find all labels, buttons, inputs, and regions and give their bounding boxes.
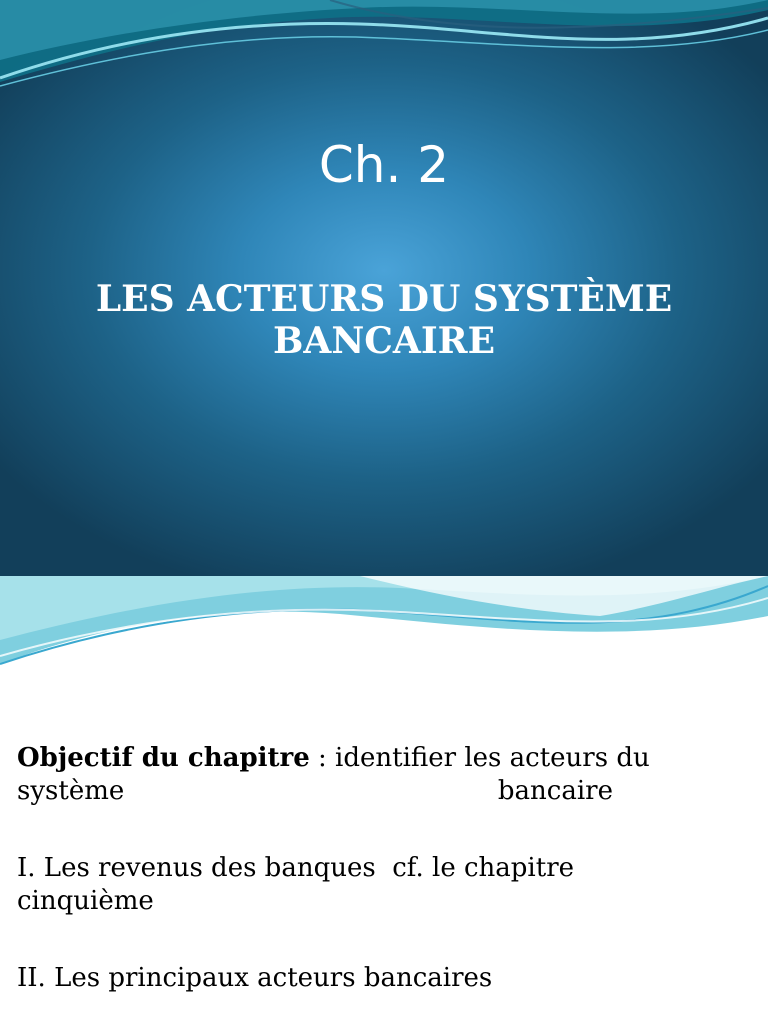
objective-text: : identifier les acteurs du	[309, 743, 650, 773]
item-1-paragraph	[17, 852, 757, 918]
subtitle-line-2: BANCAIRE	[272, 320, 496, 362]
item-1-line-1: I. Les revenus des banques cf. le chapitre	[17, 853, 575, 883]
objective-line-2	[17, 775, 613, 808]
slide-subtitle	[20, 278, 748, 362]
item-2-paragraph: II. Les principaux acteurs bancaires	[17, 963, 493, 993]
subtitle-line-1: LES ACTEURS DU SYSTÈME	[95, 278, 673, 320]
objective-paragraph	[17, 742, 757, 808]
objective-label: Objectif du chapitre	[17, 743, 310, 773]
objective-word-right: bancaire	[497, 776, 613, 806]
objective-word-left: système	[17, 776, 125, 806]
decorative-wave-bottom	[0, 576, 768, 676]
slide-content	[17, 742, 757, 995]
slide-title: Ch. 2	[318, 136, 450, 194]
item-1-line-2: cinquième	[17, 886, 154, 916]
objective-line-1	[17, 742, 757, 775]
decorative-wave-top	[0, 0, 768, 110]
content-slide	[0, 576, 768, 1024]
